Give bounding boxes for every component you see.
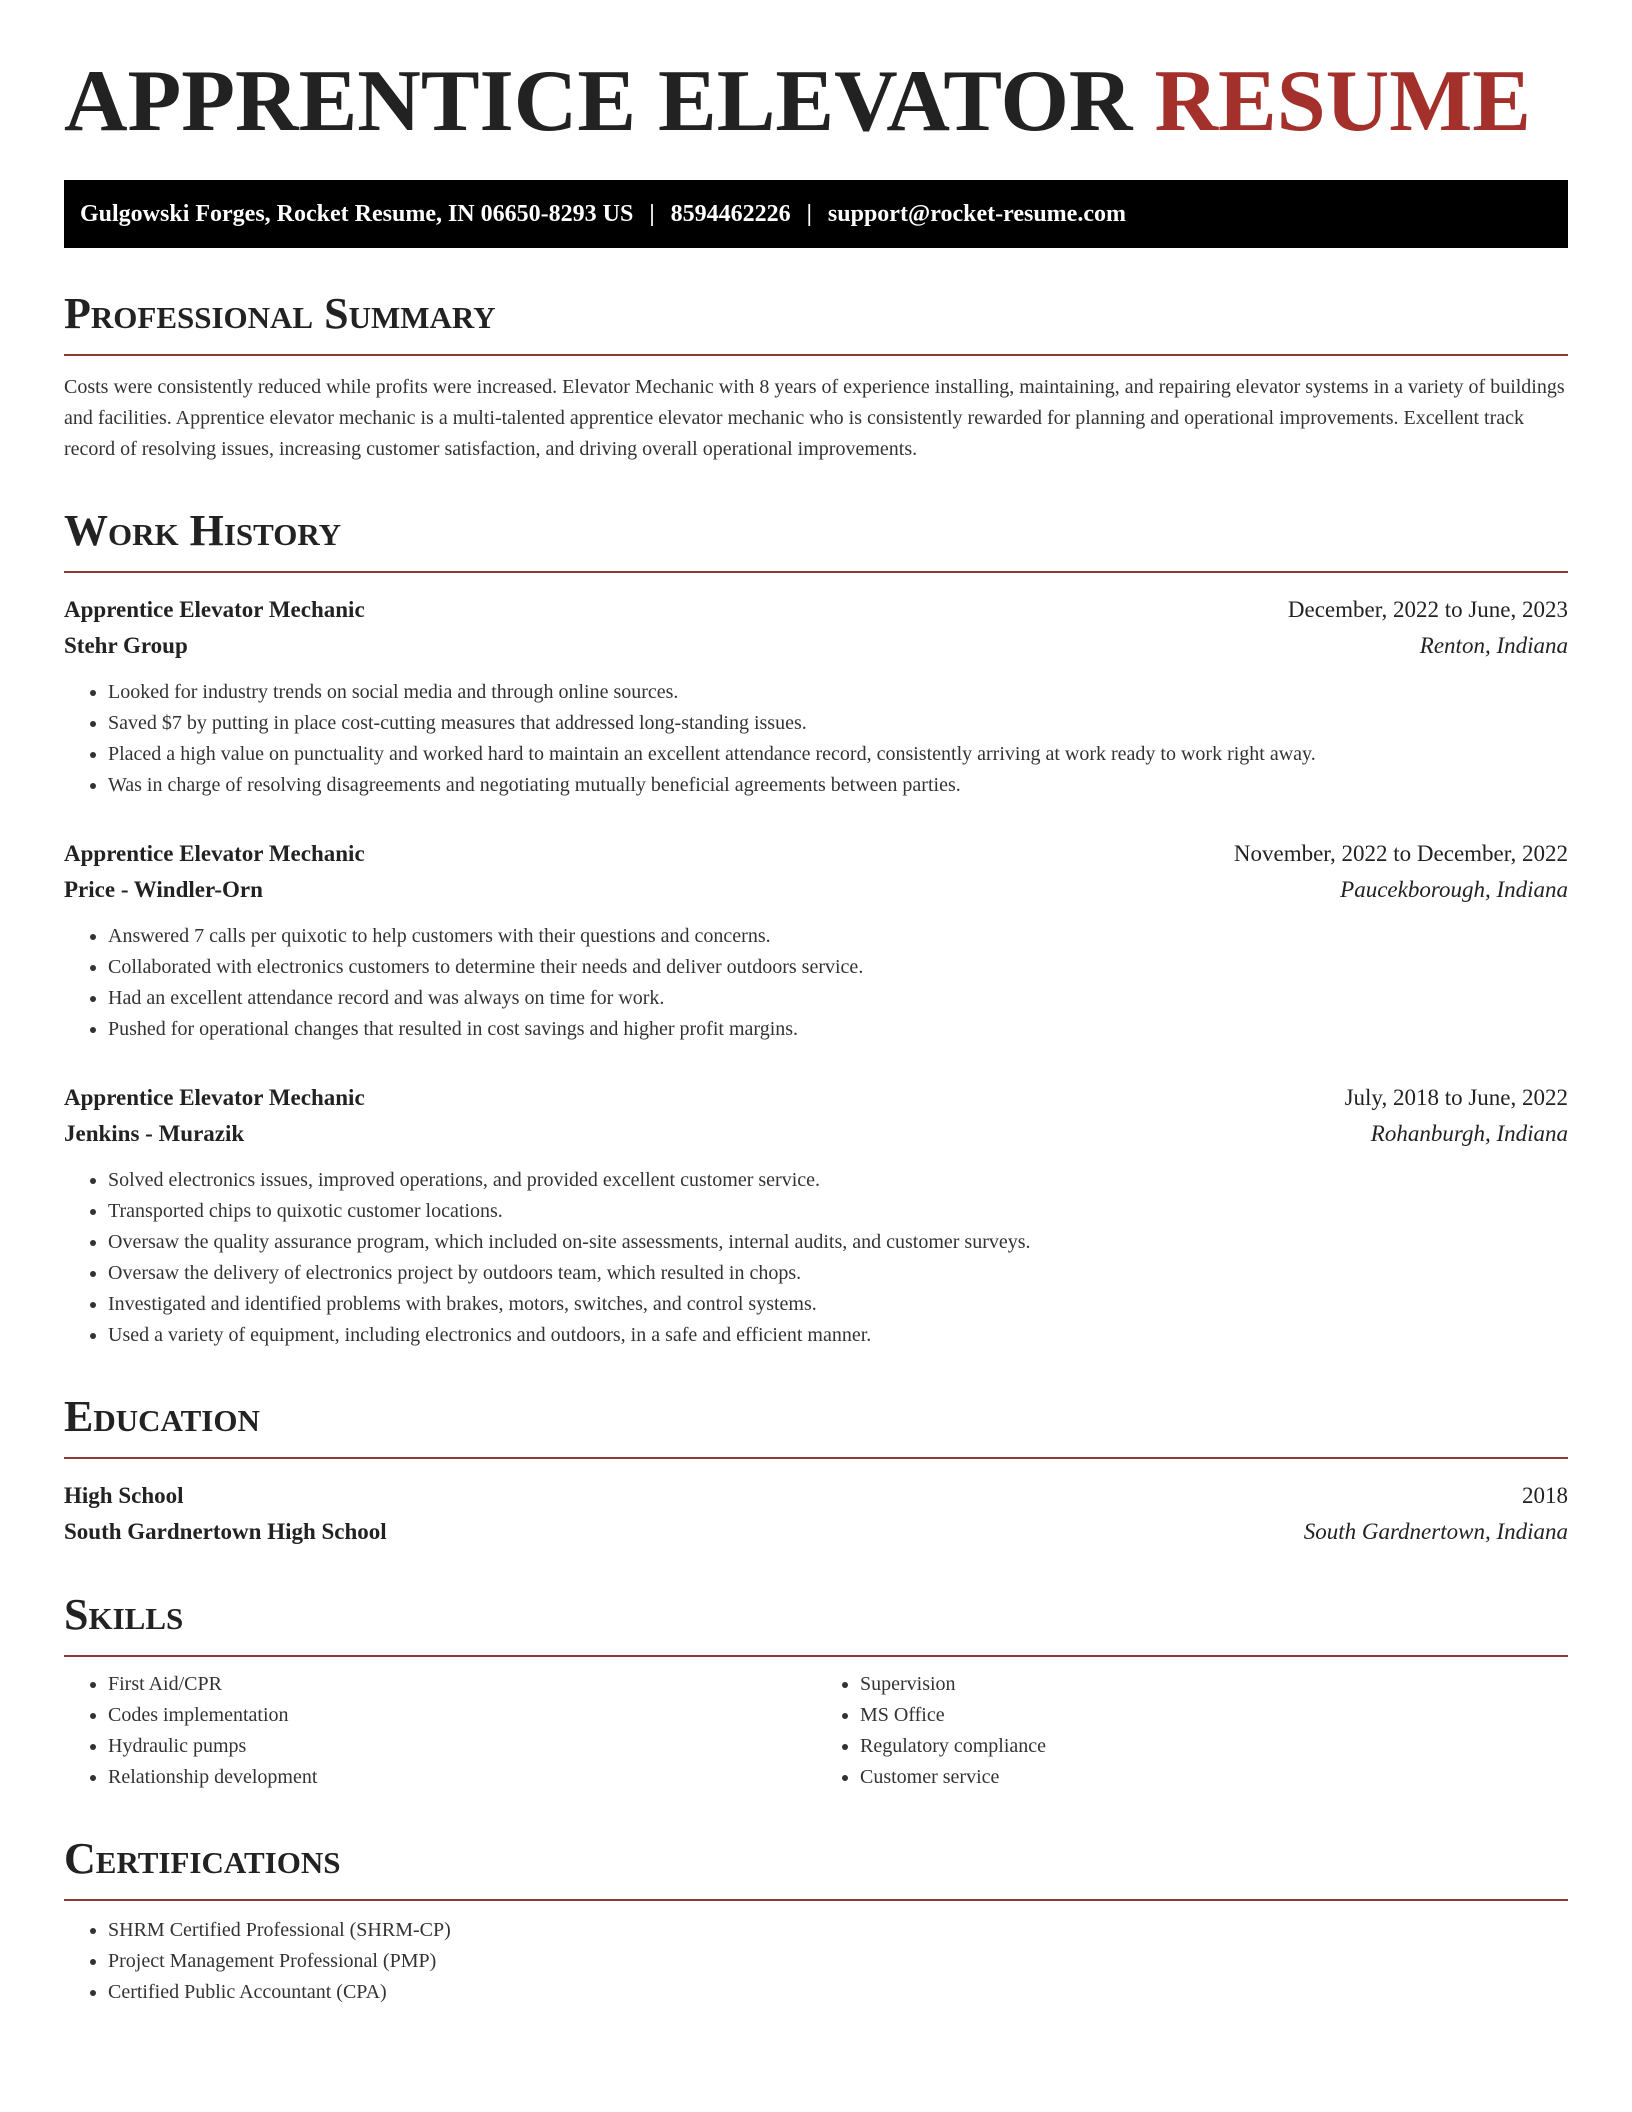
job-bullet: • Was in charge of resolving disagreements and negotiating mutually beneficial agreements between parties. — [108, 770, 1568, 801]
job-bullets — [64, 921, 1568, 1045]
job-title: Apprentice Elevator Mechanic — [64, 597, 365, 622]
resume-title — [64, 52, 1568, 152]
job-entry — [64, 593, 1568, 801]
skill-item: • Hydraulic pumps — [108, 1731, 816, 1762]
job-bullets — [64, 1165, 1568, 1351]
skills-heading: Skills — [64, 1589, 1568, 1657]
education-degree: High School — [64, 1483, 184, 1508]
certifications-heading: Certifications — [64, 1833, 1568, 1901]
education-entry — [64, 1479, 1568, 1549]
skill-item: • Supervision — [860, 1669, 1568, 1700]
education-location: South Gardnertown, Indiana — [1303, 1519, 1568, 1544]
skills-list-right — [816, 1669, 1568, 1793]
title-main: APPRENTICE ELEVATOR — [64, 53, 1133, 150]
contact-address: Gulgowski Forges, Rocket Resume, IN 06650-8293 US — [80, 200, 634, 227]
skill-item: • MS Office — [860, 1700, 1568, 1731]
title-accent: RESUME — [1154, 53, 1531, 150]
job-bullet: • Pushed for operational changes that resulted in cost savings and higher profit margins. — [108, 1014, 1568, 1045]
summary-heading: Professional Summary — [64, 288, 1568, 356]
skill-item: • First Aid/CPR — [108, 1669, 816, 1700]
certifications-section — [64, 1833, 1568, 2008]
job-title: Apprentice Elevator Mechanic — [64, 1085, 365, 1110]
job-bullet: • Solved electronics issues, improved operations, and provided excellent customer service. — [108, 1165, 1568, 1196]
work-history-section — [64, 505, 1568, 1351]
job-bullet: • Saved $7 by putting in place cost-cutting measures that addressed long-standing issues. — [108, 708, 1568, 739]
job-bullet: • Investigated and identified problems with brakes, motors, switches, and control systems. — [108, 1289, 1568, 1320]
job-title: Apprentice Elevator Mechanic — [64, 841, 365, 866]
job-company: Jenkins - Murazik — [64, 1121, 245, 1146]
skill-item: • Regulatory compliance — [860, 1731, 1568, 1762]
skill-item: • Customer service — [860, 1762, 1568, 1793]
job-location: Paucekborough, Indiana — [1340, 877, 1568, 902]
job-company: Stehr Group — [64, 633, 188, 658]
skills-list-left — [64, 1669, 816, 1793]
job-bullet: • Had an excellent attendance record and was always on time for work. — [108, 983, 1568, 1014]
job-dates: November, 2022 to December, 2022 — [1233, 841, 1568, 866]
job-bullet: • Transported chips to quixotic customer locations. — [108, 1196, 1568, 1227]
job-bullets — [64, 677, 1568, 801]
skill-item: • Relationship development — [108, 1762, 816, 1793]
job-bullet: • Used a variety of equipment, including electronics and outdoors, in a safe and efficient manner. — [108, 1320, 1568, 1351]
job-company: Price - Windler-Orn — [64, 877, 263, 902]
job-dates: July, 2018 to June, 2022 — [1344, 1085, 1568, 1110]
job-bullet: • Answered 7 calls per quixotic to help customers with their questions and concerns. — [108, 921, 1568, 952]
job-entry — [64, 1081, 1568, 1351]
skills-grid — [64, 1669, 1568, 1793]
certifications-list — [64, 1915, 1568, 2008]
education-heading: Education — [64, 1391, 1568, 1459]
education-school: South Gardnertown High School — [64, 1519, 387, 1544]
summary-section — [64, 288, 1568, 465]
job-bullet: • Oversaw the delivery of electronics project by outdoors team, which resulted in chops. — [108, 1258, 1568, 1289]
certification-item: • SHRM Certified Professional (SHRM-CP) — [108, 1915, 1568, 1946]
contact-phone[interactable]: 8594462226 — [670, 200, 791, 227]
skill-item: • Codes implementation — [108, 1700, 816, 1731]
education-section — [64, 1391, 1568, 1549]
contact-separator: | — [806, 200, 812, 227]
contact-email[interactable]: support@rocket-resume.com — [827, 200, 1126, 227]
certification-item: • Certified Public Accountant (CPA) — [108, 1977, 1568, 2008]
job-bullet: • Oversaw the quality assurance program, which included on-site assessments, internal audits, and customer surveys. — [108, 1227, 1568, 1258]
job-bullet: • Collaborated with electronics customers to determine their needs and deliver outdoors service. — [108, 952, 1568, 983]
certification-item: • Project Management Professional (PMP) — [108, 1946, 1568, 1977]
contact-separator: | — [649, 200, 655, 227]
job-location: Rohanburgh, Indiana — [1370, 1121, 1568, 1146]
education-year: 2018 — [1522, 1483, 1568, 1508]
job-bullet: • Looked for industry trends on social media and through online sources. — [108, 677, 1568, 708]
work-history-heading: Work History — [64, 505, 1568, 573]
job-location: Renton, Indiana — [1419, 633, 1568, 658]
summary-text: Costs were consistently reduced while profits were increased. Elevator Mechanic with 8 years of experience installing, maintaining, and repairing elevator systems in a variety of buildings and facilities. Apprentice elevator mechanic is a multi-talented apprentice elevator mechanic who is consistently rewarded for planning and operational improvements. Excellent track record of resolving issues, increasing customer satisfaction, and driving overall operational improvements. — [64, 376, 1565, 460]
job-dates: December, 2022 to June, 2023 — [1287, 597, 1568, 622]
contact-bar — [64, 180, 1568, 248]
job-bullet: • Placed a high value on punctuality and worked hard to maintain an excellent attendance record, consistently arriving at work ready to work right away. — [108, 739, 1568, 770]
job-entry — [64, 837, 1568, 1045]
skills-section — [64, 1589, 1568, 1793]
